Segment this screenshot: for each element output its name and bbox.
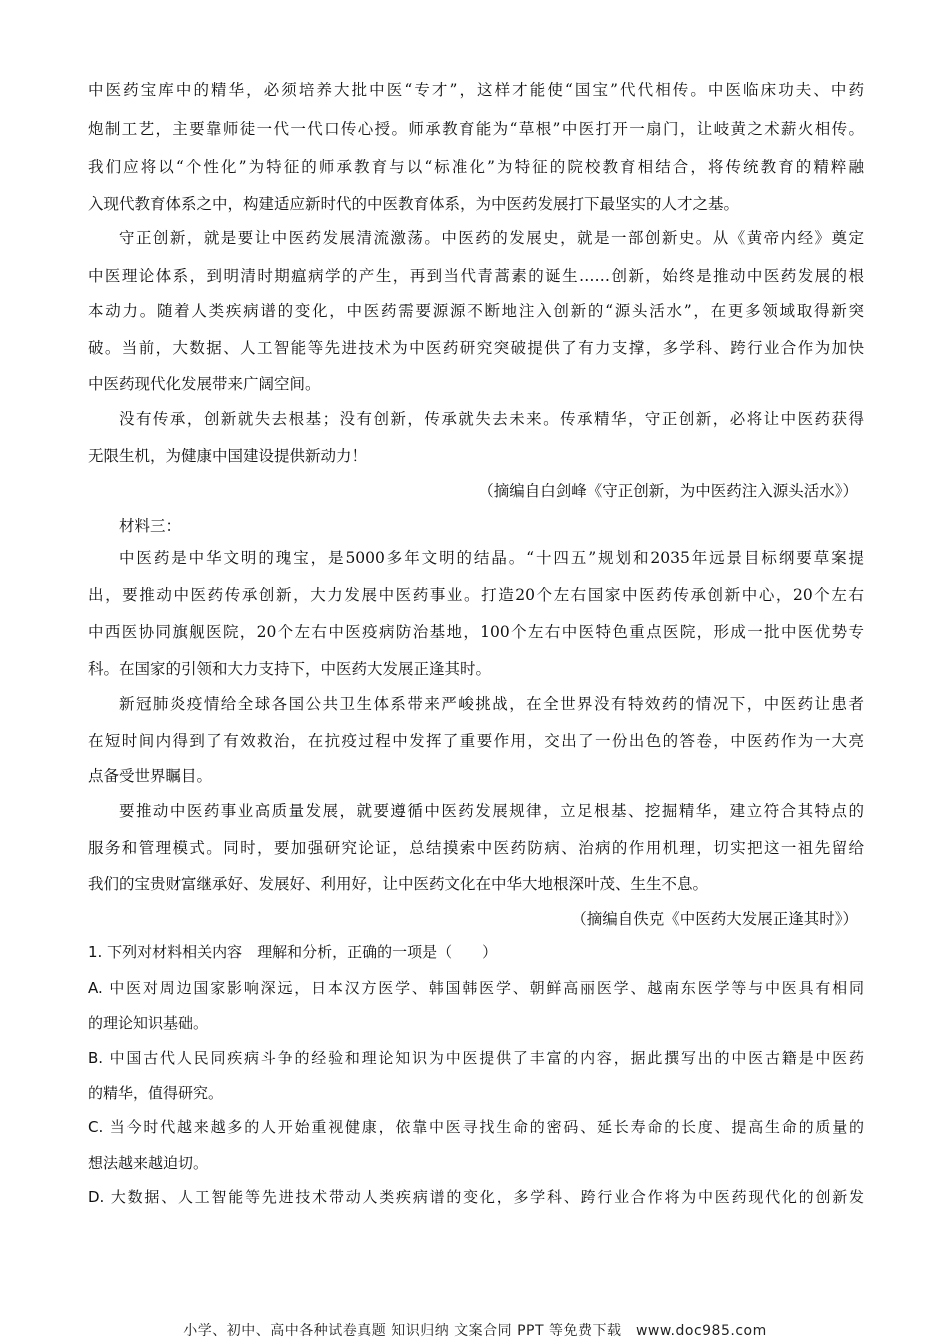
option-text: C. 当今时代越来越多的人开始重视健康，依靠中医寻找生命的密码、延长寿命的长度、提高生命的质量的 (88, 1118, 864, 1136)
text-line: 入现代教育体系之中，构建适应新时代的中医教育体系，为中医药发展打下最坚实的人才之基。 (88, 195, 740, 213)
text-line: 出，要推动中医药传承创新，大力发展中医药事业。打造20个左右国家中医药传承创新中心，20个左右 (88, 586, 864, 604)
text-line: 科。在国家的引领和大力支持下，中医药大发展正逢其时。 (88, 660, 492, 678)
option-text: 的理论知识基础。 (88, 1014, 209, 1032)
option-text: D. 大数据、人工智能等先进技术带动人类疾病谱的变化，多学科、跨行业合作将为中医药现代化的创新发 (88, 1188, 864, 1206)
text-line: 中医药是中华文明的瑰宝，是5000多年文明的结晶。“十四五”规划和2035年远景目标纲要草案提 (119, 549, 864, 567)
text-line: 中西医协同旗舰医院，20个左右中医疫病防治基地，100个左右中医特色重点医院，形成一批中医优势专 (88, 623, 864, 641)
option-text: 想法越来越迫切。 (88, 1154, 209, 1172)
question-stem: 1. 下列对材料相关内容 理解和分析，正确的一项是（ ） (88, 943, 498, 961)
option-text: B. 中国古代人民同疾病斗争的经验和理论知识为中医提供了丰富的内容，据此撰写出的中医古籍是中医药 (88, 1049, 864, 1067)
text-line: 我们的宝贵财富继承好、发展好、利用好，让中医药文化在中华大地根深叶茂、生生不息。 (88, 875, 709, 893)
text-line: 在短时间内得到了有效救治，在抗疫过程中发挥了重要作用，交出了一份出色的答卷，中医药作为一大亮 (88, 732, 864, 750)
text-line: 中医理论体系，到明清时期瘟病学的产生，再到当代青蒿素的诞生……创新，始终是推动中医药发展的根 (88, 267, 864, 285)
text-line: 无限生机，为健康中国建设提供新动力！ (88, 447, 368, 465)
source-citation: （摘编自白剑峰《守正创新，为中医药注入源头活水》） (478, 482, 858, 500)
text-line: 中医药宝库中的精华，必须培养大批中医“专才”，这样才能使“国宝”代代相传。中医临床功夫、中药 (88, 81, 864, 99)
text-line: 炮制工艺，主要靠师徒一代一代口传心授。师承教育能为“草根”中医打开一扇门，让岐黄之术薪火相传。 (88, 120, 864, 138)
text-line: 新冠肺炎疫情给全球各国公共卫生体系带来严峻挑战，在全世界没有特效药的情况下，中医药让患者 (119, 695, 864, 713)
text-line: 服务和管理模式。同时，要加强研究论证，总结摸索中医药防病、治病的作用机理，切实把这一祖先留给 (88, 839, 864, 857)
option-text: A. 中医对周边国家影响深远，日本汉方医学、韩国韩医学、朝鲜高丽医学、越南东医学等与中医具有相同 (88, 979, 864, 997)
source-citation: （摘编自佚克《中医药大发展正逢其时》） (571, 910, 858, 928)
text-line: 点备受世界瞩目。 (88, 767, 213, 785)
text-line: 破。当前，大数据、人工智能等先进技术为中医药研究突破提供了有力支撑，多学科、跨行业合作为加快 (88, 339, 864, 357)
text-line: 要推动中医药事业高质量发展，就要遵循中医药发展规律，立足根基、挖掘精华，建立符合其特点的 (119, 802, 864, 820)
option-text: 的精华，值得研究。 (88, 1084, 224, 1102)
footer-watermark: 小学、初中、高中各种试卷真题 知识归纳 文案合同 PPT 等免费下载 www.doc985.com (183, 1323, 767, 1339)
text-line: 守正创新，就是要让中医药发展清流激荡。中医药的发展史，就是一部创新史。从《黄帝内经》奠定 (119, 229, 864, 247)
text-line: 我们应将以“个性化”为特征的师承教育与以“标准化”为特征的院校教育相结合，将传统教育的精粹融 (88, 158, 864, 176)
material3-heading: 材料三： (119, 517, 182, 535)
text-line: 中医药现代化发展带来广阔空间。 (88, 375, 321, 393)
text-line: 没有传承，创新就失去根基；没有创新，传承就失去未来。传承精华，守正创新，必将让中医药获得 (119, 410, 864, 428)
text-line: 本动力。随着人类疾病谱的变化，中医药需要源源不断地注入创新的“源头活水”，在更多领域取得新突 (88, 302, 864, 320)
